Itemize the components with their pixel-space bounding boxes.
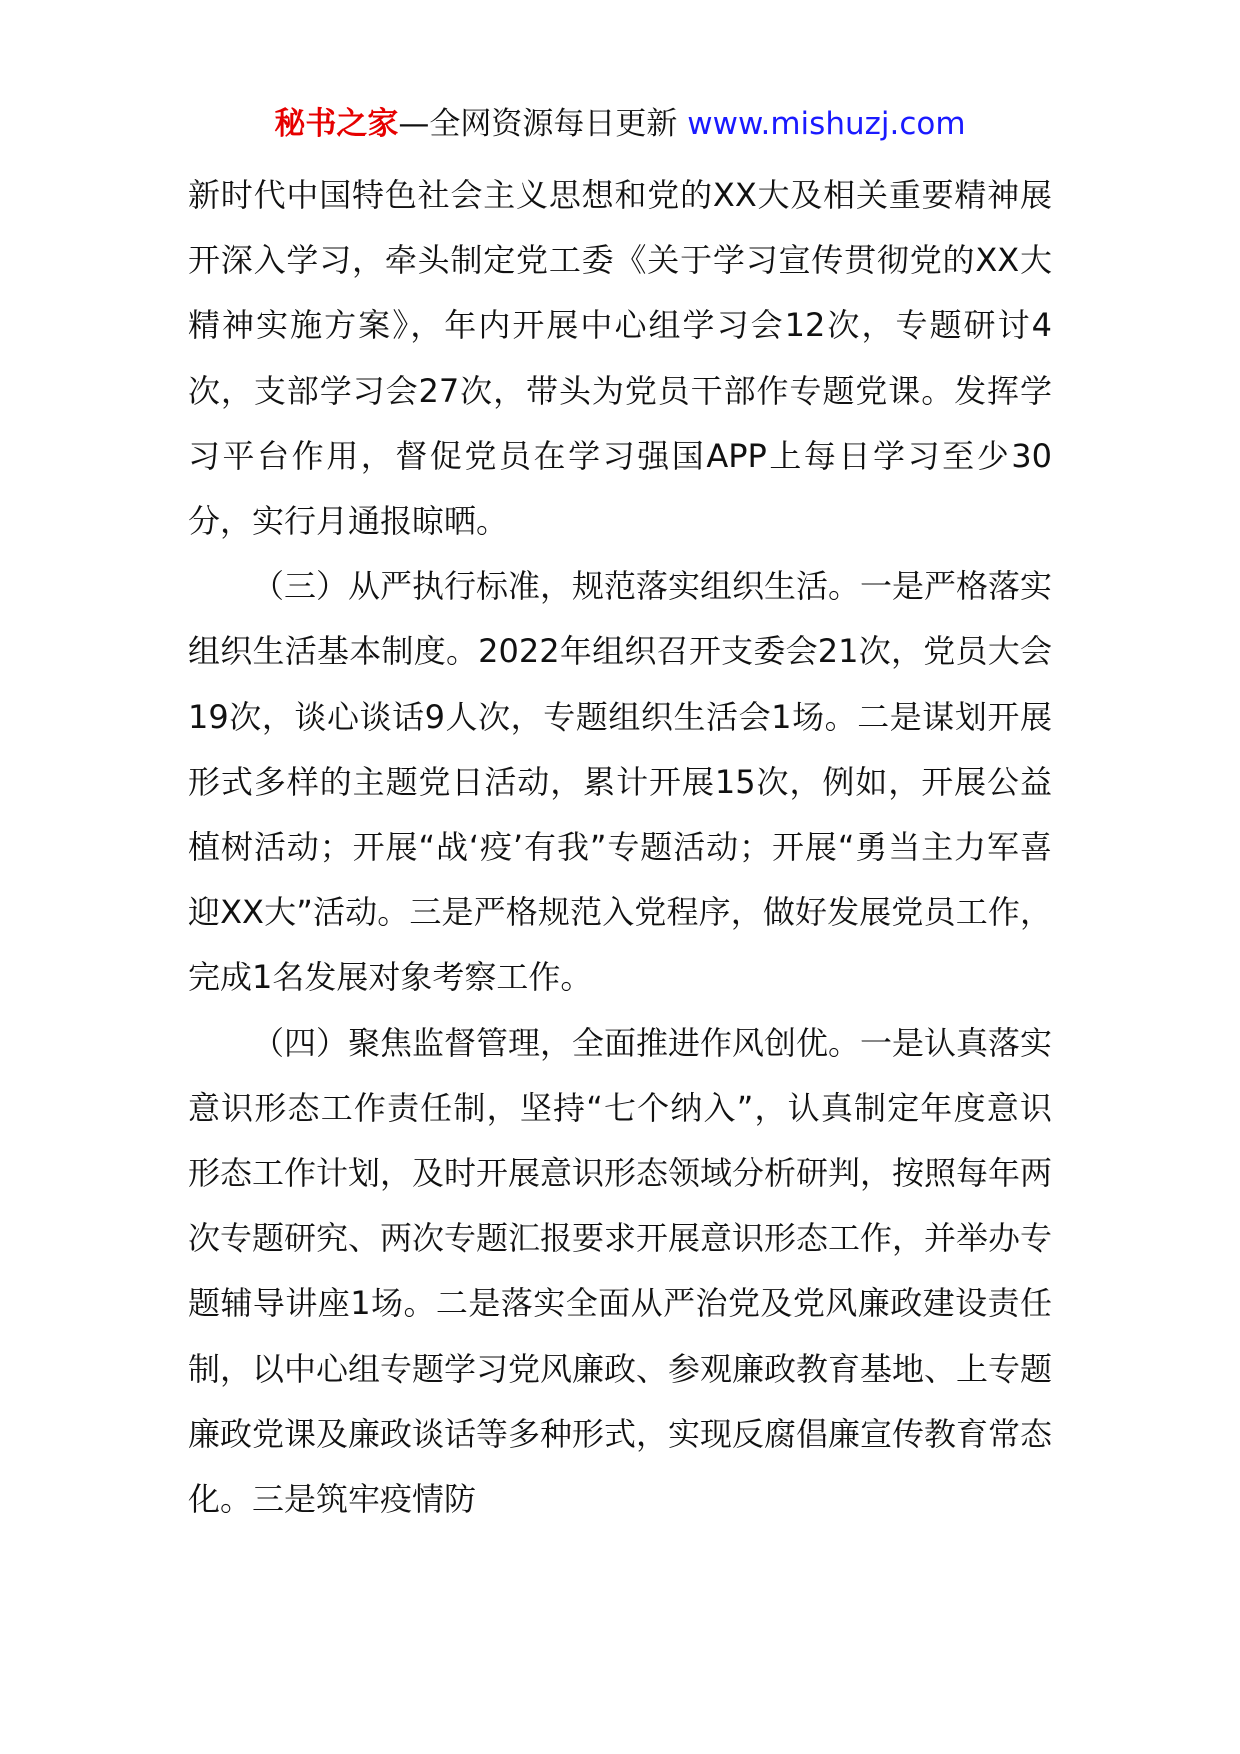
document-body — [188, 163, 1052, 1532]
paragraph-section-three: （三）从严执行标准，规范落实组织生活。一是严格落实组织生活基本制度。2022年组织召开支委会21次，党员大会19次，谈心谈话9人次，专题组织生活会1场。二是谋划开展形式多样的主题党日活动，累计开展15次，例如，开展公益植树活动；开展“战‘疫’有我”专题活动；开展“勇当主力军喜迎XX大”活动。三是严格规范入党程序，做好发展党员工作，完成1名发展对象考察工作。 — [188, 567, 1053, 997]
page-header — [0, 102, 1240, 146]
paragraph-continued: 新时代中国特色社会主义思想和党的XX大及相关重要精神展开深入学习，牵头制定党工委《关于学习宣传贯彻党的XX大精神实施方案》，年内开展中心组学习会12次，专题研讨4次，支部学习会27次，带头为党员干部作专题党课。发挥学习平台作用，督促党员在学习强国APP上每日学习至少30分，实行月通报晾晒。 — [188, 176, 1052, 541]
site-brand: 秘书之家 — [274, 106, 399, 142]
paragraph-section-four: （四）聚焦监督管理，全面推进作风创优。一是认真落实意识形态工作责任制，坚持“七个纳入”，认真制定年度意识形态工作计划，及时开展意识形态领域分析研判，按照每年两次专题研究、两次专题汇报要求开展意识形态工作，并举办专题辅导讲座1场。二是落实全面从严治党及党风廉政建设责任制，以中心组专题学习党风廉政、参观廉政教育基地、上专题廉政党课及廉政谈话等多种形式，实现反腐倡廉宣传教育常态化。三是筑牢疫情防 — [188, 1023, 1053, 1519]
site-url-link[interactable]: www.mishuzj.com — [687, 106, 966, 142]
site-tagline: —全网资源每日更新 — [398, 106, 678, 142]
